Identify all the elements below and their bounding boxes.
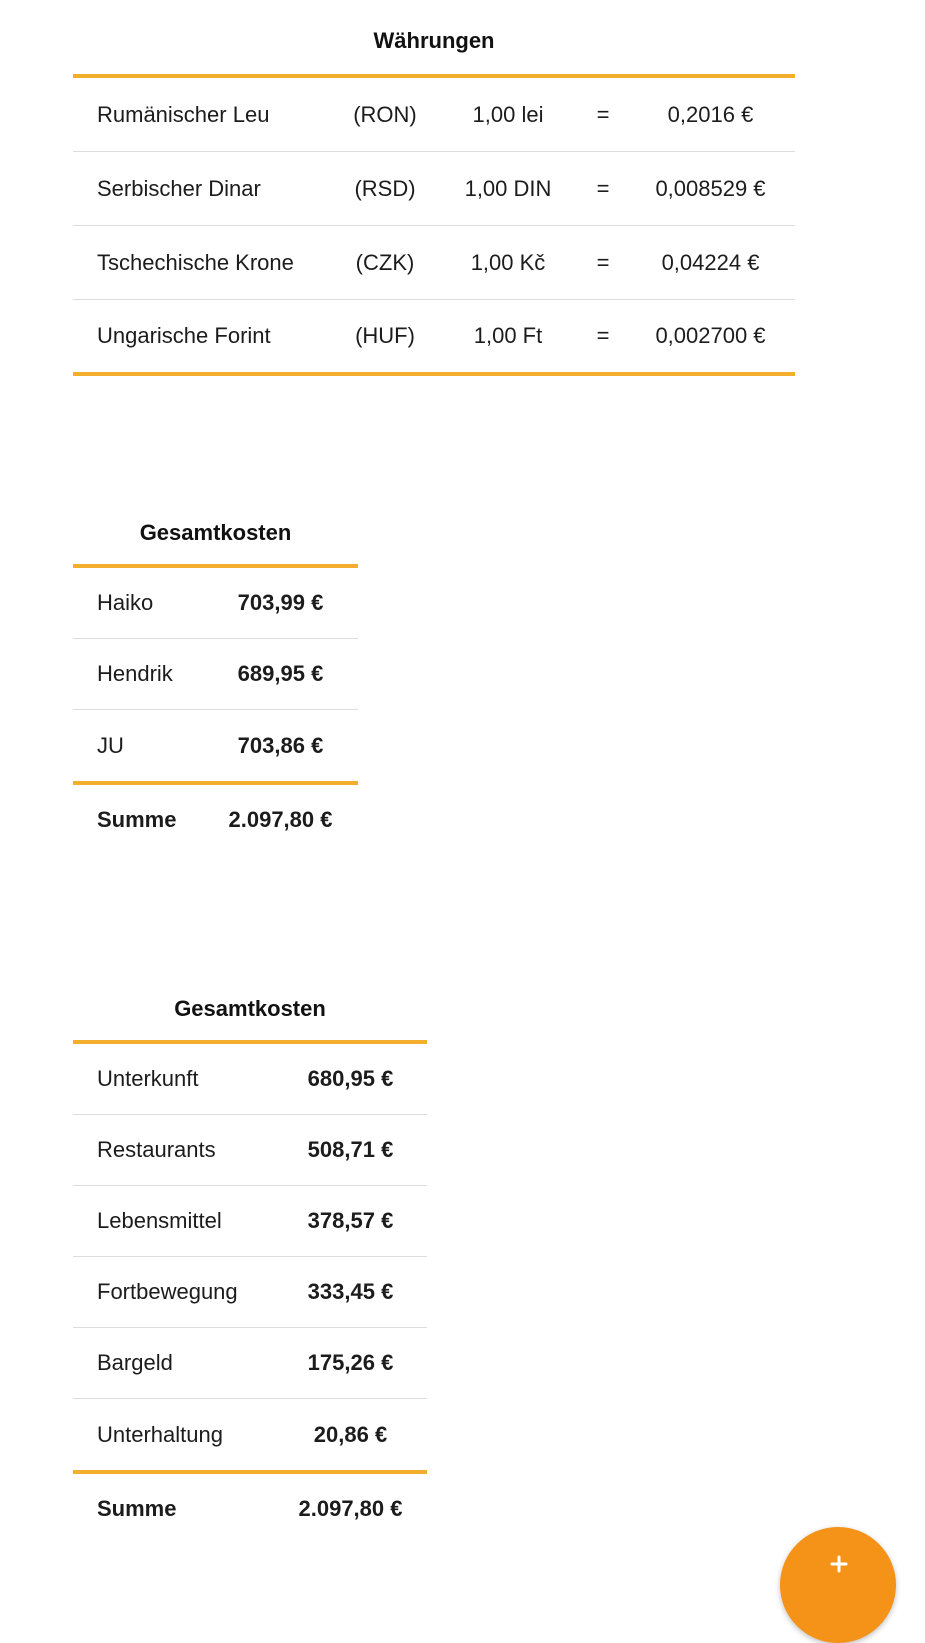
- currency-name: Serbischer Dinar: [97, 175, 261, 201]
- table-row[interactable]: [73, 152, 795, 226]
- sum-value: 2.097,80 €: [298, 1496, 403, 1521]
- category-total: 680,95 €: [307, 1066, 394, 1091]
- category-name: Unterhaltung: [97, 1421, 223, 1447]
- category-name: Unterkunft: [97, 1066, 199, 1091]
- currency-code: (CZK): [355, 249, 415, 275]
- category-total: 333,45 €: [307, 1279, 394, 1304]
- person-name: Hendrik: [97, 661, 173, 686]
- person-total: 703,86 €: [237, 732, 324, 758]
- sum-label: Summe: [97, 807, 177, 832]
- currency-amount: 1,00 DIN: [464, 175, 552, 201]
- category-total: 20,86 €: [313, 1421, 388, 1447]
- currency-code: (HUF): [355, 323, 415, 348]
- table-row[interactable]: [73, 226, 795, 300]
- currencies-title: Währungen: [373, 28, 495, 53]
- person-name: JU: [97, 732, 124, 758]
- equals-sign: =: [596, 175, 610, 201]
- currency-euro-value: 0,2016 €: [667, 101, 754, 127]
- category-name: Restaurants: [97, 1137, 216, 1162]
- category-total: 378,57 €: [307, 1208, 394, 1233]
- currency-euro-value: 0,002700 €: [655, 323, 766, 348]
- floating-action-button[interactable]: [780, 1527, 896, 1643]
- currency-amount: 1,00 Kč: [470, 249, 546, 275]
- equals-sign: =: [596, 323, 610, 348]
- currency-euro-value: 0,008529 €: [655, 175, 766, 201]
- table-bottom-divider: [73, 372, 795, 376]
- add-icon-glyph: [830, 1555, 848, 1573]
- table-row[interactable]: [73, 1257, 427, 1328]
- equals-sign: =: [596, 249, 610, 275]
- category-name: Bargeld: [97, 1350, 173, 1375]
- sum-row: [73, 1474, 427, 1544]
- currency-amount: 1,00 lei: [472, 101, 544, 127]
- person-total: 703,99 €: [237, 590, 324, 615]
- categories-cost-table: [73, 1040, 427, 1544]
- table-row[interactable]: [73, 78, 795, 152]
- table-row[interactable]: [73, 710, 358, 781]
- category-name: Lebensmittel: [97, 1208, 222, 1233]
- currency-name: Ungarische Forint: [97, 323, 271, 348]
- table-row[interactable]: [73, 639, 358, 710]
- currency-name: Tschechische Krone: [97, 249, 294, 275]
- table-row[interactable]: [73, 1044, 427, 1115]
- currency-name: Rumänischer Leu: [97, 101, 270, 127]
- table-row[interactable]: [73, 1186, 427, 1257]
- category-name: Fortbewegung: [97, 1279, 238, 1304]
- table-row[interactable]: [73, 568, 358, 639]
- table-row[interactable]: [73, 1399, 427, 1470]
- currency-code: (RON): [353, 101, 417, 127]
- currency-euro-value: 0,04224 €: [661, 249, 760, 275]
- sum-row: [73, 785, 358, 855]
- currency-amount: 1,00 Ft: [473, 323, 543, 348]
- person-total: 689,95 €: [237, 661, 324, 686]
- currency-code: (RSD): [354, 175, 416, 201]
- category-total: 508,71 €: [307, 1137, 394, 1162]
- equals-sign: =: [596, 101, 610, 127]
- sum-value: 2.097,80 €: [228, 807, 333, 832]
- currency-table: [73, 74, 795, 376]
- person-name: Haiko: [97, 590, 154, 615]
- table-row[interactable]: [73, 300, 795, 372]
- persons-title: Gesamtkosten: [139, 520, 292, 545]
- table-row[interactable]: [73, 1115, 427, 1186]
- categories-title: Gesamtkosten: [174, 996, 326, 1021]
- table-row[interactable]: [73, 1328, 427, 1399]
- sum-label: Summe: [97, 1496, 177, 1521]
- category-total: 175,26 €: [307, 1350, 394, 1375]
- persons-cost-table: [73, 564, 358, 855]
- add-icon: [830, 1555, 848, 1573]
